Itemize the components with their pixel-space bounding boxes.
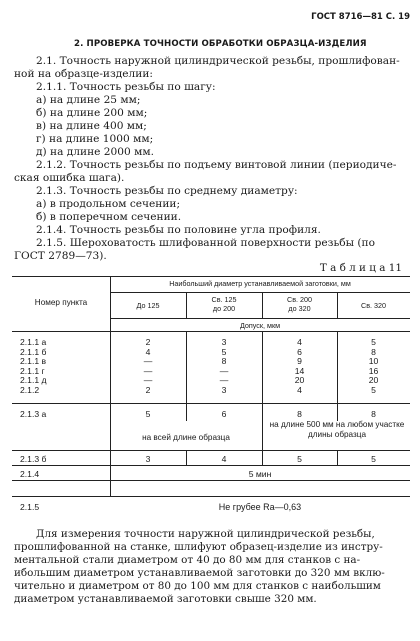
table-cell: —	[219, 365, 229, 376]
table-cell: 5	[371, 337, 376, 347]
col-header-2-line1: Св. 125	[211, 295, 237, 304]
note-full-length: на всей длине образца	[142, 433, 230, 442]
table-cell: 6	[221, 409, 227, 419]
table-cell: 3	[221, 337, 227, 347]
table-cell: 5	[371, 384, 376, 395]
table-cell: 16	[368, 365, 379, 376]
col-header-4: Св. 320	[361, 301, 386, 310]
table-cell: 4	[145, 346, 151, 357]
table-group-header: Наибольший диаметр устанавливаемой заготовки, мм	[169, 279, 351, 288]
row-label: 2.1.1 в	[20, 356, 47, 366]
table-cell: 8	[221, 356, 227, 366]
para-2-1-2-line2: ская ошибка шага).	[14, 172, 125, 184]
row-label: 2.1.3 а	[20, 409, 47, 419]
para-2-1-3-b: б) в поперечном сечении.	[36, 211, 182, 223]
row-label: 2.1.4	[20, 469, 40, 479]
table-cell: 20	[368, 375, 379, 385]
row-label: 2.1.1 д	[20, 375, 47, 385]
para-2-1-1-v: в) на длине 400 мм;	[36, 120, 147, 132]
table-cell: 8	[371, 409, 376, 419]
table-cell-merged: Не грубее Ra—0,63	[218, 502, 302, 512]
row-label: 2.1.1 г	[20, 365, 45, 376]
note-500mm: на длине 500 мм на любом участке длины образца	[269, 420, 405, 439]
group1-labels	[20, 338, 47, 395]
closing-line-3: ментальной стали диаметром от 40 до 80 мм для станков с на-	[14, 554, 361, 566]
para-2-1-1-a: а) на длине 25 мм;	[36, 94, 141, 106]
row-label: 2.1.1 а	[20, 337, 47, 347]
para-2-1-line1: 2.1. Точность наружной цилиндрической резьбы, прошлифован-	[36, 55, 400, 67]
group1-col2	[186, 338, 262, 395]
table-cell: 4	[221, 454, 227, 464]
table-caption: Т а б л и ц а 11	[319, 262, 402, 274]
table-cell: 5	[221, 346, 227, 357]
page-header: ГОСТ 8716—81 С. 19	[311, 12, 410, 22]
table-cell: 4	[297, 337, 302, 347]
tolerance-header: Допуск, мкм	[239, 321, 281, 330]
group1-col1	[110, 338, 186, 395]
para-2-1-4: 2.1.4. Точность резьбы по половине угла профиля.	[36, 224, 321, 236]
table-cell: —	[143, 356, 153, 366]
table-cell: 9	[297, 356, 302, 366]
col-header-3-line1: Св. 200	[287, 295, 312, 304]
closing-line-6: диаметром устанавливаемой заготовки свыше 320 мм.	[14, 593, 317, 605]
row-label: 2.1.2	[20, 384, 40, 395]
para-2-1-line2: ной на образце-изделии:	[14, 68, 153, 80]
table-cell: 14	[294, 365, 305, 376]
table-cell: 3	[221, 384, 227, 395]
closing-line-2: прошлифованной на станке, шлифуют образец-изделие из инстру-	[14, 541, 383, 553]
para-2-1-1-g: г) на длине 1000 мм;	[36, 133, 154, 145]
table-cell: 8	[297, 409, 302, 419]
table-cell: 5	[297, 454, 302, 464]
col-header-3-line2: до 320	[288, 304, 311, 313]
section-title: 2. ПРОВЕРКА ТОЧНОСТИ ОБРАБОТКИ ОБРАЗЦА-ИЗДЕЛИЯ	[74, 39, 367, 49]
para-2-1-2-line1: 2.1.2. Точность резьбы по подъему винтовой линии (периодиче-	[36, 159, 397, 171]
closing-line-5: чительно и диаметром от 80 до 100 мм для станков с наибольшим	[14, 580, 381, 592]
table-cell: 20	[294, 375, 305, 385]
para-2-1-1: 2.1.1. Точность резьбы по шагу:	[36, 81, 216, 93]
closing-line-1: Для измерения точности наружной цилиндрической резьбы,	[36, 528, 375, 540]
table-cell-merged: 5 мин	[248, 469, 272, 479]
group1-col4	[337, 338, 410, 395]
row-label: 2.1.5	[20, 502, 40, 512]
table-cell: 2	[145, 337, 151, 347]
table-cell: 2	[145, 384, 151, 395]
table-cell: —	[219, 375, 229, 385]
table-cell: 8	[371, 346, 376, 357]
para-2-1-3-a: а) в продольном сечении;	[36, 198, 181, 210]
table-cell: 5	[371, 454, 376, 464]
closing-line-4: ибольшим диаметром устанавливаемой заготовки до 320 мм вклю-	[14, 567, 385, 579]
table-cell: 3	[145, 454, 151, 464]
col-header-1: До 125	[136, 301, 160, 310]
row-label: 2.1.3 б	[20, 454, 47, 464]
col-header-2-line2: до 200	[212, 304, 236, 313]
table-cell: —	[143, 365, 153, 376]
para-2-1-1-b: б) на длине 200 мм;	[36, 107, 148, 119]
table-cell: 10	[368, 356, 379, 366]
para-2-1-3: 2.1.3. Точность резьбы по среднему диаметру:	[36, 185, 298, 197]
table-cell: 5	[145, 409, 151, 419]
table-cell: 6	[297, 346, 302, 357]
para-2-1-5-line1: 2.1.5. Шероховатость шлифованной поверхности резьбы (по	[36, 237, 375, 249]
table-cell: —	[143, 375, 153, 385]
table-cell: 4	[297, 384, 302, 395]
para-2-1-5-line2: ГОСТ 2789—73).	[14, 250, 107, 262]
group1-col3	[262, 338, 337, 395]
para-2-1-1-d: д) на длине 2000 мм.	[36, 146, 154, 158]
row-label: 2.1.1 б	[20, 346, 47, 357]
table-item-header: Номер пункта	[34, 298, 88, 307]
